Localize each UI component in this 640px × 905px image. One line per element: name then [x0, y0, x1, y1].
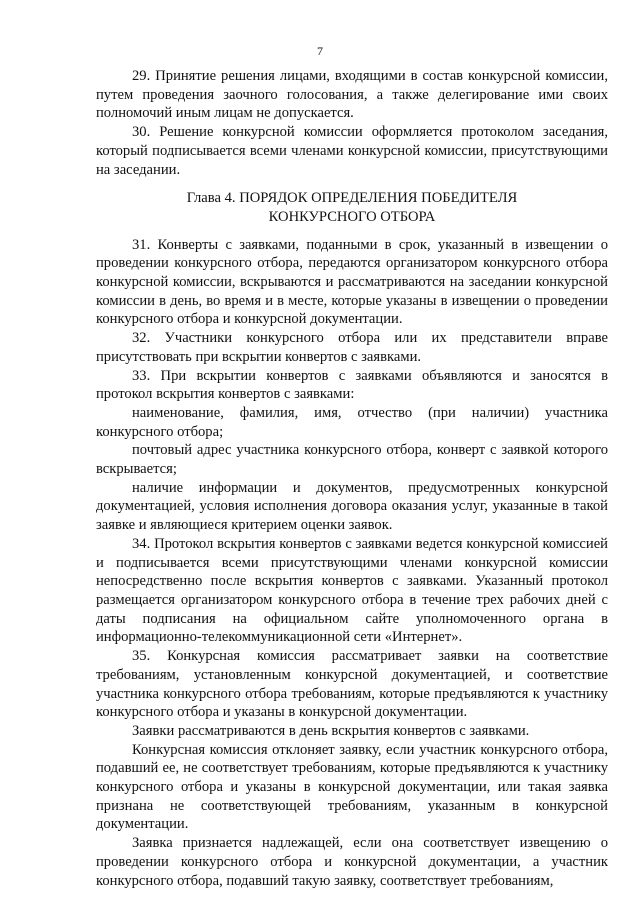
paragraph-35-review-day: Заявки рассматриваются в день вскрытия конвертов с заявками. — [132, 722, 530, 739]
paragraph-35-rejection: Конкурсная комиссия отклоняет заявку, если участник конкурсного отбора, подавший ее, не соответствует требованиям, которые предъявляются к участнику конкурсного отбора и указаны в конкурсной документации, или такая заявка признана не соответствующей требованиям, указанным в конкурсной документации. — [96, 741, 608, 833]
paragraph-33-item-documents: наличие информации и документов, предусмотренных конкурсной документацией, условия исполнения договора оказания услуг, указанные в такой заявке и являющиеся критерием оценки заявок. — [96, 479, 608, 534]
chapter-title-line-1: Глава 4. ПОРЯДОК ОПРЕДЕЛЕНИЯ ПОБЕДИТЕЛЯ — [186, 190, 518, 207]
page-number: 7 — [317, 44, 323, 58]
paragraph-32: 32. Участники конкурсного отбора или их представители вправе присутствовать при вскрытии конвертов с заявками. — [96, 330, 608, 365]
paragraph-33: 33. При вскрытии конвертов с заявками объявляются и заносятся в протокол вскрытия конвертов с заявками: — [96, 367, 608, 403]
paragraph-31: 31. Конверты с заявками, поданными в срок, указанный в извещении о проведении конкурсного отбора, передаются организатором конкурсного отбора конкурсной комиссии, вскрываются и рассматриваются на заседании конкурсной комиссии в день, во время и в месте, которые указаны в извещении о проведении конкурсного отбора и конкурсной документации. — [96, 236, 608, 328]
paragraph-33-item-name: наименование, фамилия, имя, отчество (при наличии) участника конкурсного отбора; — [96, 404, 608, 440]
paragraph-33-item-address: почтовый адрес участника конкурсного отбора, конверт с заявкой которого вскрывается; — [96, 442, 608, 478]
paragraph-34: 34. Протокол вскрытия конвертов с заявками ведется конкурсной комиссией и подписывается всеми присутствующими членами конкурсной комиссии непосредственно после вскрытия конвертов с заявками. Указанный протокол размещается организатором конкурсного отбора в течение трех рабочих дней с даты подписания на официальном сайте уполномоченного органа в информационно-телекоммуникационной сети «Интернет». — [96, 535, 608, 646]
paragraph-29: 29. Принятие решения лицами, входящими в состав конкурсной комиссии, путем проведения заочного голосования, а также делегирование ими своих полномочий иным лицам не допускается. — [96, 68, 608, 122]
paragraph-35-proper-application: Заявка признается надлежащей, если она соответствует извещению о проведении конкурсного отбора и конкурсной документации, а участник конкурсного отбора, подавший такую заявку, соответствует требованиям, — [96, 835, 608, 889]
document-body — [96, 67, 608, 890]
chapter-heading — [96, 189, 608, 226]
paragraph-30: 30. Решение конкурсной комиссии оформляется протоколом заседания, который подписывается всеми членами конкурсной комиссии, присутствующими на заседании. — [96, 124, 608, 178]
chapter-title-line-2: КОНКУРСНОГО ОТБОРА — [268, 208, 436, 225]
paragraph-35: 35. Конкурсная комиссия рассматривает заявки на соответствие требованиям, установленным конкурсной документацией, и соответствие участника конкурсного отбора требованиям, которые предъявляются к участнику конкурсного отбора и указаны в конкурсной документации. — [96, 648, 608, 721]
